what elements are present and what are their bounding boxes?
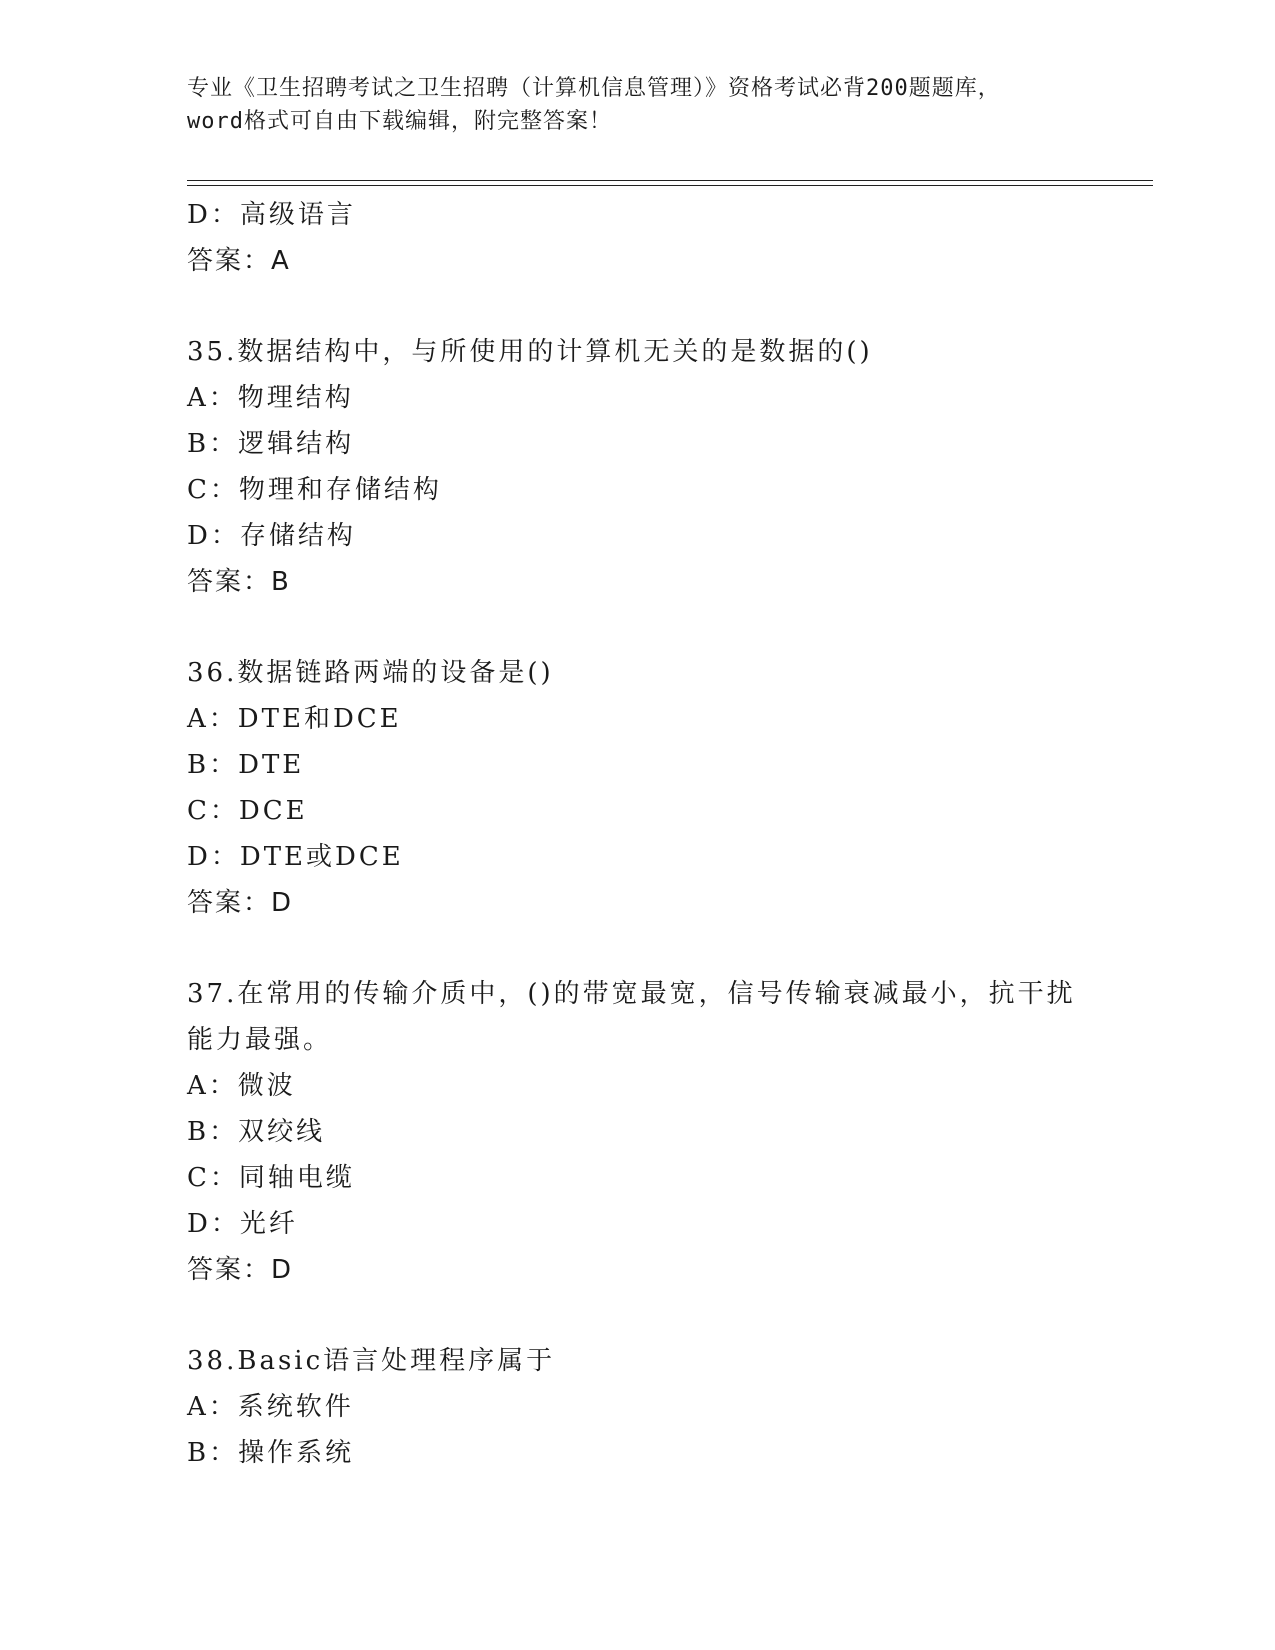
question-stem: 38.Basic语言处理程序属于 [187, 1346, 556, 1376]
header-line-1: 专业《卫生招聘考试之卫生招聘（计算机信息管理）》资格考试必背200题题库， [187, 76, 1001, 101]
option-d: D：光纤 [187, 1209, 298, 1239]
answer-line: 答案：D [187, 1255, 294, 1285]
option-a: A：微波 [187, 1071, 296, 1101]
option-b: B：DTE [187, 750, 305, 780]
question-stem: 35.数据结构中，与所使用的计算机无关的是数据的() [187, 337, 873, 367]
question-stem: 36.数据链路两端的设备是() [187, 658, 554, 688]
answer-line: 答案：D [187, 888, 294, 918]
option-a: A：DTE和DCE [187, 704, 402, 734]
option-c: C：DCE [187, 796, 308, 826]
question-carryover [187, 192, 1087, 284]
document-header [187, 72, 1087, 138]
question-35 [187, 329, 1087, 605]
answer-line: 答案：B [187, 567, 291, 597]
question-stem: 37.在常用的传输介质中，()的带宽最宽，信号传输衰减最小，抗干扰能力最强。 [187, 979, 1076, 1055]
option-b: B：逻辑结构 [187, 429, 355, 459]
option-d: D：DTE或DCE [187, 842, 404, 872]
option-b: B：双绞线 [187, 1117, 326, 1147]
spacer [187, 926, 1087, 971]
header-divider-bottom [187, 185, 1153, 186]
answer-line: 答案：A [187, 246, 291, 276]
question-38 [187, 1338, 1087, 1476]
option-b: B：操作系统 [187, 1438, 355, 1468]
option-d: D：存储结构 [187, 521, 356, 551]
option-d: D：高级语言 [187, 200, 356, 230]
question-36 [187, 650, 1087, 926]
option-a: A：系统软件 [187, 1392, 354, 1422]
option-c: C：物理和存储结构 [187, 475, 442, 505]
option-a: A：物理结构 [187, 383, 354, 413]
header-line-2: word格式可自由下载编辑，附完整答案！ [187, 109, 612, 134]
option-c: C：同轴电缆 [187, 1163, 355, 1193]
header-divider-top [187, 180, 1153, 181]
question-list [187, 192, 1087, 1476]
question-37 [187, 971, 1087, 1293]
spacer [187, 284, 1087, 329]
spacer [187, 1293, 1087, 1338]
spacer [187, 605, 1087, 650]
